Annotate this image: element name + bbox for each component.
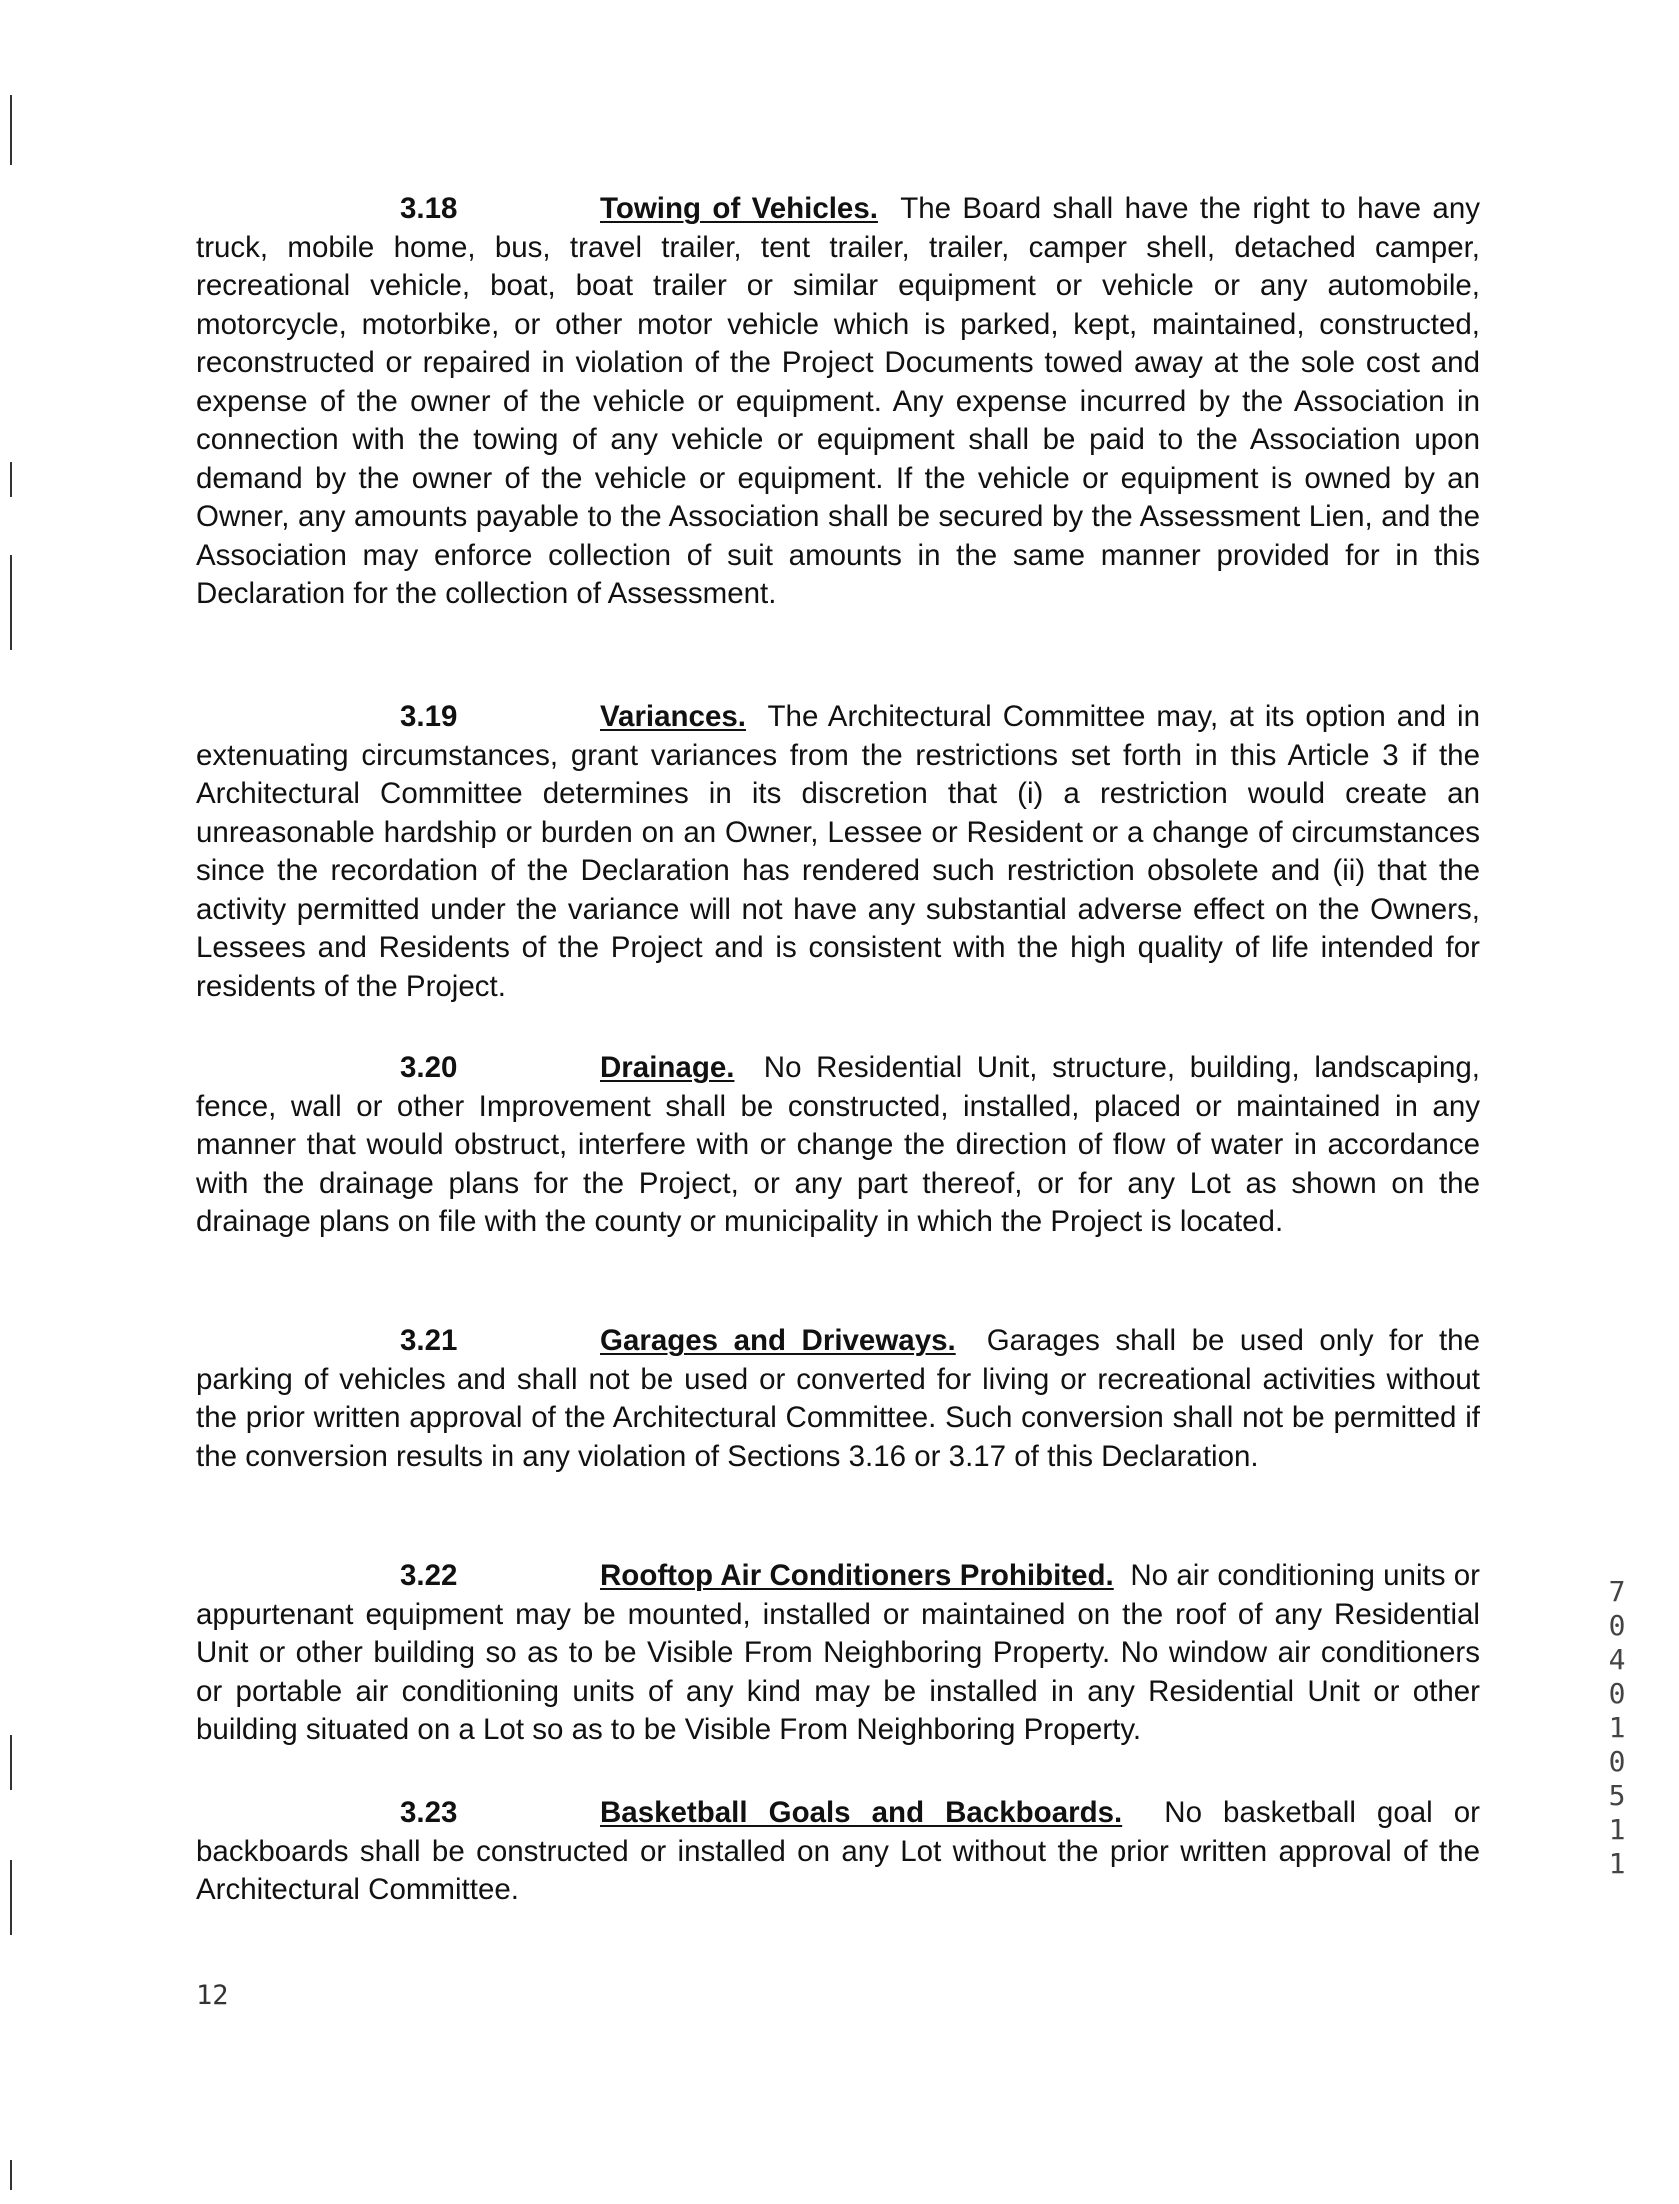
section-number: 3.21: [400, 1324, 458, 1357]
section-number: 3.22: [400, 1559, 458, 1592]
section-title: Rooftop Air Conditioners Prohibited.: [600, 1559, 1114, 1592]
section-3-23: [196, 1794, 1480, 1910]
section-title: Variances.: [600, 700, 746, 733]
scan-edge-mark: [10, 95, 12, 165]
section-body: The Architectural Committee may, at its option and in extenuating circumstances, grant variances from the restrictions set forth in this Article 3 if the Architectural Committee determines in its discretion that (i) a restriction would create an unreasonable hardship or burden on an Owner, Lessee or Resident or a change of circumstances since the recordation of the Declaration has rendered such restriction obsolete and (ii) that the activity permitted under the variance will not have any substantial adverse effect on the Owners, Lessees and Residents of the Project and is consistent with the high quality of life intended for residents of the Project.: [196, 700, 1480, 1003]
scan-edge-mark: [10, 2160, 12, 2190]
section-3-22: [196, 1557, 1480, 1750]
section-3-18: [196, 190, 1480, 614]
section-3-21: [196, 1322, 1480, 1476]
section-number: 3.23: [400, 1796, 458, 1829]
section-body: The Board shall have the right to have any truck, mobile home, bus, travel trailer, tent trailer, trailer, camper shell, detached camper, recreational vehicle, boat, boat trailer or similar equipment or vehicle or any automobile, motorcycle, motorbike, or other motor vehicle which is parked, kept, maintained, constructed, reconstructed or repaired in violation of the Project Documents towed away at the sole cost and expense of the owner of the vehicle or equipment. Any expense incurred by the Association in connection with the towing of any vehicle or equipment shall be paid to the Association upon demand by the owner of the vehicle or equipment. If the vehicle or equipment is owned by an Owner, any amounts payable to the Association shall be secured by the Assessment Lien, and the Association may enforce collection of suit amounts in the same manner provided for in this Declaration for the collection of Assessment.: [196, 192, 1481, 610]
section-title: Towing of Vehicles.: [600, 192, 878, 225]
page-number: 12: [196, 1980, 229, 2011]
section-3-19: [196, 698, 1480, 1006]
section-number: 3.19: [400, 700, 458, 733]
section-body: No Residential Unit, structure, building, landscaping, fence, wall or other Improvement shall be constructed, installed, placed or maintained in any manner that would obstruct, interfere with or change the direction of flow of water in accordance with the drainage plans for the Project, or any part thereof, or for any Lot as shown on the drainage plans on file with the county or municipality in which the Project is located.: [196, 1051, 1480, 1238]
section-number: 3.20: [400, 1051, 458, 1084]
recording-stamp: 7040 1051 1: [1608, 1575, 1626, 1880]
section-body: Garages shall be used only for the parking of vehicles and shall not be used or converted for living or recreational activities without the prior written approval of the Architectural Committee. Such conversion shall not be permitted if the conversion results in any violation of Sections 3.16 or 3.17 of this Declaration.: [196, 1324, 1480, 1473]
scan-edge-mark: [10, 462, 12, 497]
section-title: Drainage.: [600, 1051, 735, 1084]
scan-edge-mark: [10, 1735, 12, 1790]
section-number: 3.18: [400, 192, 458, 225]
section-body: No air conditioning units or appurtenant equipment may be mounted, installed or maintained on the roof of any Residential Unit or other building so as to be Visible From Neighboring Property. No window air conditioners or portable air conditioning units of any kind may be installed in any Residential Unit or other building situated on a Lot so as to be Visible From Neighboring Property.: [196, 1559, 1480, 1746]
section-title: Basketball Goals and Backboards.: [600, 1796, 1123, 1829]
section-body: No basketball goal or backboards shall be constructed or installed on any Lot without the prior written approval of the Architectural Committee.: [196, 1796, 1480, 1906]
scan-edge-mark: [10, 555, 12, 650]
scan-edge-mark: [10, 1860, 12, 1935]
section-title: Garages and Driveways.: [600, 1324, 956, 1357]
section-3-20: [196, 1049, 1480, 1242]
